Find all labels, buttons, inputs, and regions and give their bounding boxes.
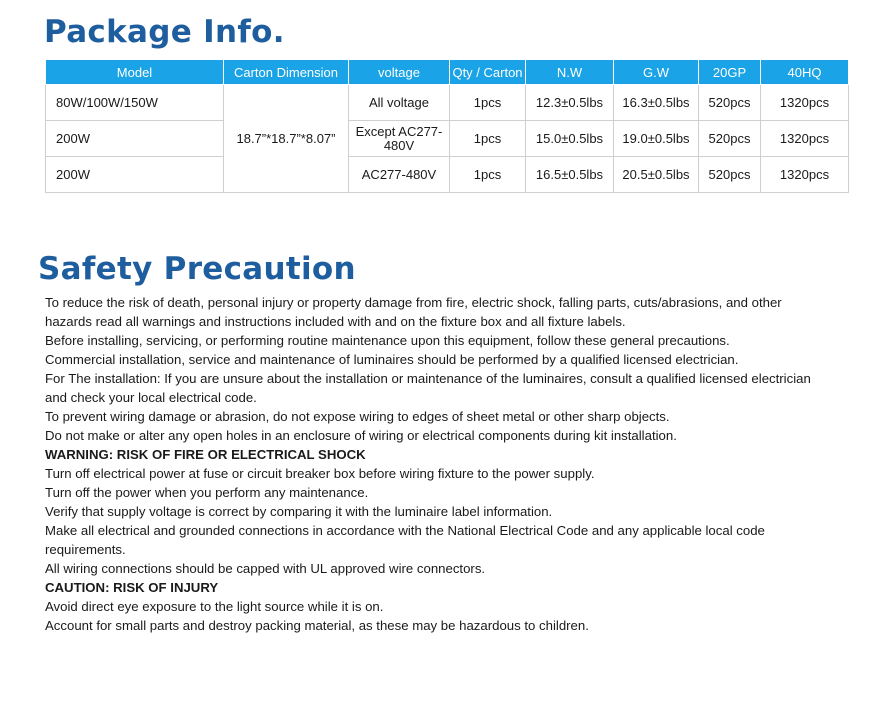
safety-line: requirements. (45, 542, 126, 557)
safety-line: Account for small parts and destroy packing material, as these may be hazardous to children. (45, 618, 589, 633)
cell-voltage: Except AC277-480V (349, 121, 450, 157)
safety-line: Before installing, servicing, or performing routine maintenance upon this equipment, follow these general precautions. (45, 333, 730, 348)
cell-20gp: 520pcs (699, 157, 761, 193)
header-model: Model (46, 60, 224, 85)
safety-line: To prevent wiring damage or abrasion, do not expose wiring to edges of sheet metal or other sharp objects. (45, 409, 670, 424)
cell-qty: 1pcs (450, 85, 526, 121)
safety-line: To reduce the risk of death, personal injury or property damage from fire, electric shock, falling parts, cuts/abrasions, and other (45, 295, 782, 310)
package-info-heading: Package Info. (44, 14, 285, 50)
cell-nw: 16.5±0.5lbs (526, 157, 614, 193)
safety-line: Turn off electrical power at fuse or circuit breaker box before wiring fixture to the power supply. (45, 466, 595, 481)
cell-nw: 15.0±0.5lbs (526, 121, 614, 157)
cell-qty: 1pcs (450, 121, 526, 157)
header-40hq: 40HQ (761, 60, 849, 85)
header-20gp: 20GP (699, 60, 761, 85)
safety-line: Turn off the power when you perform any maintenance. (45, 485, 369, 500)
cell-nw: 12.3±0.5lbs (526, 85, 614, 121)
header-qty-carton: Qty / Carton (450, 60, 526, 85)
cell-carton-dimension: 18.7”*18.7”*8.07” (224, 85, 349, 193)
header-gw: G.W (614, 60, 699, 85)
header-carton-dimension: Carton Dimension (224, 60, 349, 85)
safety-precaution-text (45, 293, 860, 635)
safety-line: and check your local electrical code. (45, 390, 257, 405)
cell-40hq: 1320pcs (761, 157, 849, 193)
cell-voltage: AC277-480V (349, 157, 450, 193)
cell-20gp: 520pcs (699, 85, 761, 121)
table-row (46, 157, 849, 193)
header-nw: N.W (526, 60, 614, 85)
table-row (46, 85, 849, 121)
safety-line: Do not make or alter any open holes in an enclosure of wiring or electrical components during kit installation. (45, 428, 677, 443)
cell-model: 200W (46, 121, 224, 157)
table-row (46, 121, 849, 157)
header-voltage: voltage (349, 60, 450, 85)
cell-gw: 19.0±0.5lbs (614, 121, 699, 157)
cell-40hq: 1320pcs (761, 85, 849, 121)
table-header-row (46, 60, 849, 85)
safety-line: Commercial installation, service and maintenance of luminaires should be performed by a qualified licensed electrician. (45, 352, 739, 367)
cell-gw: 20.5±0.5lbs (614, 157, 699, 193)
cell-model: 200W (46, 157, 224, 193)
safety-line: hazards read all warnings and instructions included with and on the fixture box and all fixture labels. (45, 314, 626, 329)
cell-voltage: All voltage (349, 85, 450, 121)
safety-line: Avoid direct eye exposure to the light source while it is on. (45, 599, 384, 614)
safety-line: Make all electrical and grounded connections in accordance with the National Electrical Code and any applicable local code (45, 523, 765, 538)
cell-20gp: 520pcs (699, 121, 761, 157)
cell-model: 80W/100W/150W (46, 85, 224, 121)
cell-gw: 16.3±0.5lbs (614, 85, 699, 121)
safety-precaution-heading: Safety Precaution (38, 251, 356, 287)
safety-line: All wiring connections should be capped with UL approved wire connectors. (45, 561, 486, 576)
package-info-table (45, 59, 849, 193)
warning-heading: WARNING: RISK OF FIRE OR ELECTRICAL SHOCK (45, 447, 366, 462)
safety-line: Verify that supply voltage is correct by comparing it with the luminaire label information. (45, 504, 553, 519)
caution-heading: CAUTION: RISK OF INJURY (45, 580, 219, 595)
cell-qty: 1pcs (450, 157, 526, 193)
cell-40hq: 1320pcs (761, 121, 849, 157)
safety-line: For The installation: If you are unsure about the installation or maintenance of the luminaires, consult a qualified licensed electrician (45, 371, 811, 386)
